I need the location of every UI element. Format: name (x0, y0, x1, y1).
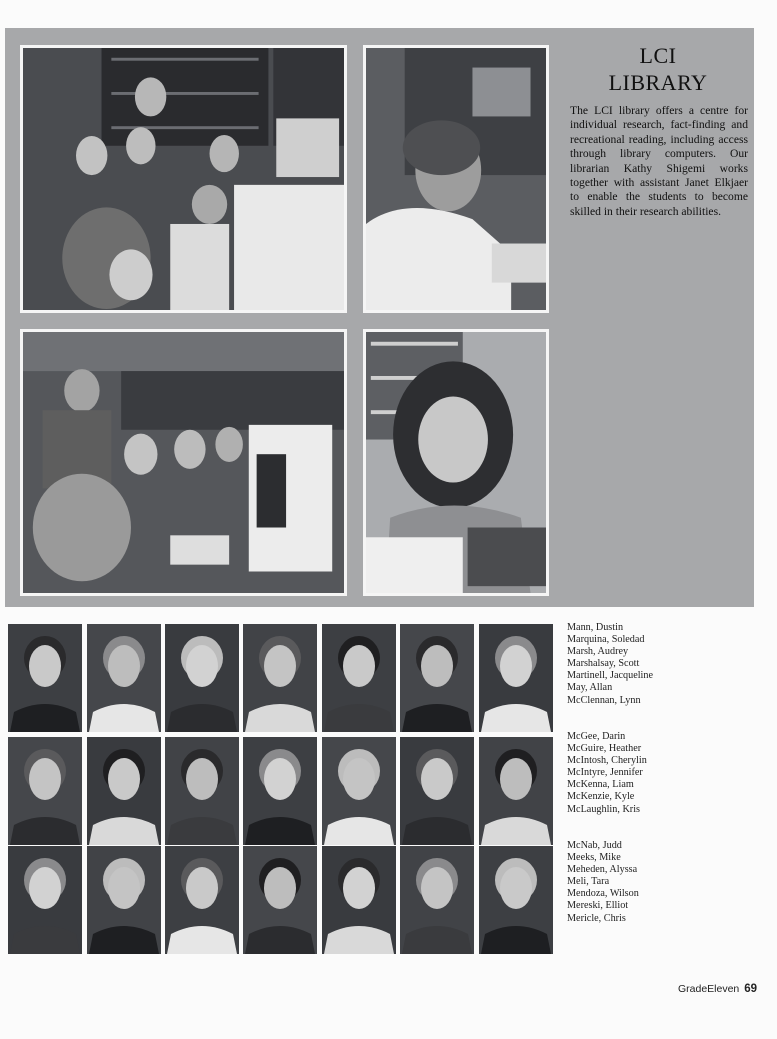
name-list-item: Mericle, Chris (567, 912, 626, 924)
feature-title-line1: LCI (639, 43, 677, 68)
feature-title-line2: LIBRARY (608, 70, 708, 95)
student-portrait (8, 846, 82, 954)
name-list-row-1 (567, 622, 653, 707)
name-list-item: Mereski, Elliot (567, 900, 629, 912)
student-portrait (479, 624, 553, 732)
feature-body: The LCI library offers a centre for individual research, fact-finding and recreational reading, including access through library computers. Our librarian Kathy Shigemi works together with assistant Janet Elkjaer to enable the students to become skilled in their research abilities. (570, 104, 748, 218)
name-list-row-3 (567, 840, 639, 925)
name-list-item: McClennan, Lynn (567, 694, 641, 706)
student-portrait (8, 737, 82, 845)
name-list-item: Marsh, Audrey (567, 646, 629, 658)
student-portrait (87, 846, 161, 954)
student-portrait (87, 624, 161, 732)
feature-title (568, 42, 748, 96)
name-list-item: McKenna, Liam (567, 779, 634, 791)
student-portrait (165, 737, 239, 845)
name-list-item: Mendoza, Wilson (567, 888, 639, 900)
student-portrait (479, 846, 553, 954)
name-list-item: McLaughlin, Kris (567, 803, 640, 815)
name-list-item: McIntyre, Jennifer (567, 767, 643, 779)
student-portrait (165, 624, 239, 732)
student-portrait (400, 846, 474, 954)
page-number: 69 (744, 983, 757, 995)
name-list-item: McGee, Darin (567, 731, 626, 742)
name-list-item: Marshalsay, Scott (567, 658, 640, 670)
footer-section: GradeEleven (677, 983, 740, 995)
student-portrait (400, 624, 474, 732)
page-footer (678, 983, 757, 995)
student-portrait (479, 737, 553, 845)
student-portrait (243, 624, 317, 732)
library-photo-group (20, 45, 347, 313)
student-portrait (243, 737, 317, 845)
name-list-item: McIntosh, Cherylin (567, 755, 647, 767)
name-list-item: May, Allan (567, 682, 613, 694)
library-photo-smiling-student (363, 329, 549, 596)
library-photo-student-writing (363, 45, 549, 313)
name-list-row-2 (567, 731, 647, 816)
student-portrait (322, 846, 396, 954)
name-list-item: McGuire, Heather (567, 743, 642, 755)
name-list-item: Mann, Dustin (567, 622, 624, 633)
name-list-item: Meheden, Alyssa (567, 864, 638, 876)
student-portrait (243, 846, 317, 954)
name-list-item: Martinell, Jacqueline (567, 670, 653, 682)
student-portrait (322, 624, 396, 732)
name-list-item: Marquina, Soledad (567, 634, 645, 646)
name-list-item: McNab, Judd (567, 840, 622, 851)
name-list-item: McKenzie, Kyle (567, 791, 635, 803)
student-portrait (400, 737, 474, 845)
student-portrait (87, 737, 161, 845)
student-portrait (322, 737, 396, 845)
student-portrait (8, 624, 82, 732)
name-list-item: Meli, Tara (567, 876, 610, 888)
name-list-item: Meeks, Mike (567, 852, 621, 864)
library-photo-computer-group (20, 329, 347, 596)
student-portrait (165, 846, 239, 954)
